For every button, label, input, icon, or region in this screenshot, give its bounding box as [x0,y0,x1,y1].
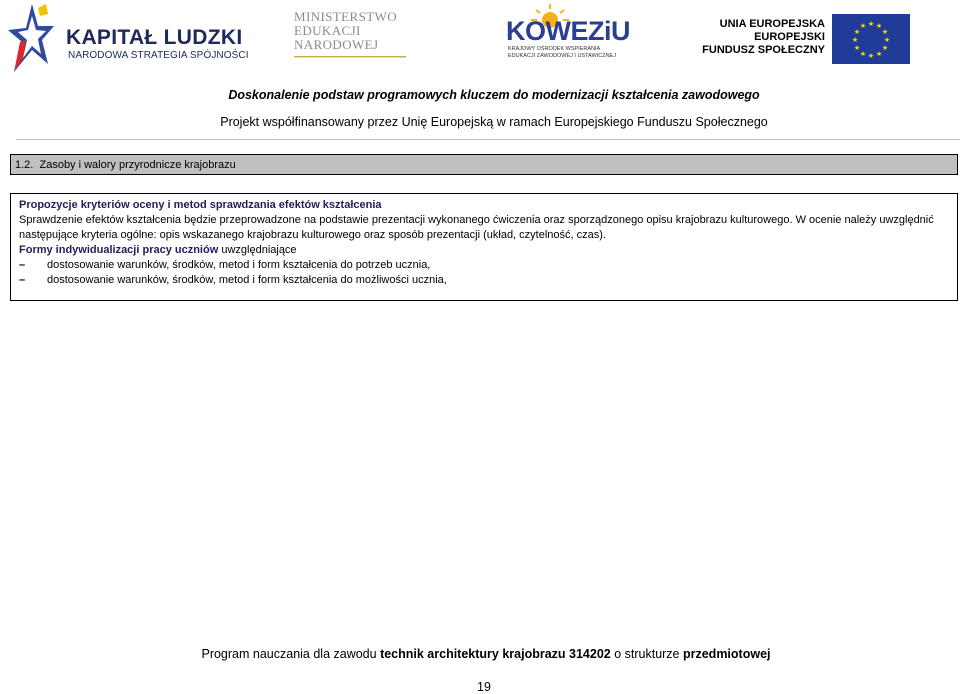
section-number: 1.2. [15,159,34,171]
ministerstwo-logo [294,10,434,68]
svg-text:★: ★ [851,36,859,44]
koweziu-wordmark: KOWEZiU [506,16,630,46]
koweziu-subtitle-line1: KRAJOWY OŚRODEK WSPIERANIA [508,46,601,52]
footer-structure: przedmiotowej [682,647,771,661]
list-item-text: dostosowanie warunków, środków, metod i form kształcenia do możliwości ucznia, [47,274,447,286]
kapital-ludzki-title: KAPITAŁ LUDZKI [66,26,243,49]
svg-text:★: ★ [875,50,883,58]
footer-program [0,647,960,661]
ministerstwo-line3: NARODOWEJ [294,37,379,52]
header-divider [16,139,960,140]
list-item-text: dostosowanie warunków, środków, metod i form kształcenia do potrzeb ucznia, [47,259,431,271]
svg-text:★: ★ [875,22,883,30]
individualization-heading-rest: uwzględniające [218,244,297,256]
svg-text:★: ★ [867,52,875,60]
eu-logo [702,10,910,66]
footer-prefix: Program nauczania dla zawodu [201,647,381,661]
koweziu-subtitle [508,46,616,60]
section-title: Zasoby i walory przyrodnicze krajobrazu [39,159,236,171]
svg-text:★: ★ [881,44,889,52]
logo-strip [0,0,960,80]
individualization-heading-bold: Formy indywidualizacji pracy uczniów [19,244,219,256]
svg-text:★: ★ [881,28,889,36]
content-box [10,193,958,301]
ministerstwo-line1: MINISTERSTWO [294,9,398,24]
dash-bullet-icon: – [19,274,26,286]
kapital-ludzki-subtitle: NARODOWA STRATEGIA SPÓJNOŚCI [68,50,249,61]
project-subtitle: Projekt współfinansowany przez Unię Europejską w ramach Europejskiego Funduszu Społecznego [220,115,768,129]
footer-middle: o strukturze [610,647,683,661]
koweziu-logo [500,4,630,66]
criteria-paragraph: Sprawdzenie efektów kształcenia będzie przeprowadzone na podstawie prezentacji wykonanego ćwiczenia oraz sporządzonego opisu krajobrazu kulturowego. W ocenie należy uwzględnić następujące kryteria ogólne: opis wskazanego krajobrazu kulturowego oraz sposób prezentacji (układ, czytelność, czas). [19,214,934,241]
list-item [19,273,951,288]
koweziu-subtitle-line2: EDUKACJI ZAWODOWEJ I USTAWICZNEJ [508,53,616,59]
list-item [19,258,951,273]
svg-text:★: ★ [859,50,867,58]
eu-flag-icon [832,14,910,64]
eu-text [702,18,825,57]
svg-text:★: ★ [867,20,875,28]
individualization-heading [19,243,951,258]
svg-text:★: ★ [853,28,861,36]
project-title: Doskonalenie podstaw programowych kluczem do modernizacji kształcenia zawodowego [228,88,760,102]
kapital-ludzki-star-icon [4,2,60,74]
eu-line2: EUROPEJSKI [754,31,825,43]
eu-line3: FUNDUSZ SPOŁECZNY [702,44,825,56]
svg-text:★: ★ [883,36,891,44]
svg-text:★: ★ [859,22,867,30]
ministerstwo-line2: EDUKACJI [294,23,361,38]
kapital-ludzki-logo [4,2,249,72]
section-header [10,154,958,175]
footer-profession: technik architektury krajobrazu 314202 [380,647,611,661]
page-number: 19 [477,680,491,694]
svg-text:★: ★ [853,44,861,52]
ministerstwo-underline-icon [294,54,406,60]
eu-line1: UNIA EUROPEJSKA [719,18,825,30]
dash-bullet-icon: – [19,259,26,271]
criteria-heading: Propozycje kryteriów oceny i metod sprawdzania efektów kształcenia [19,199,382,211]
